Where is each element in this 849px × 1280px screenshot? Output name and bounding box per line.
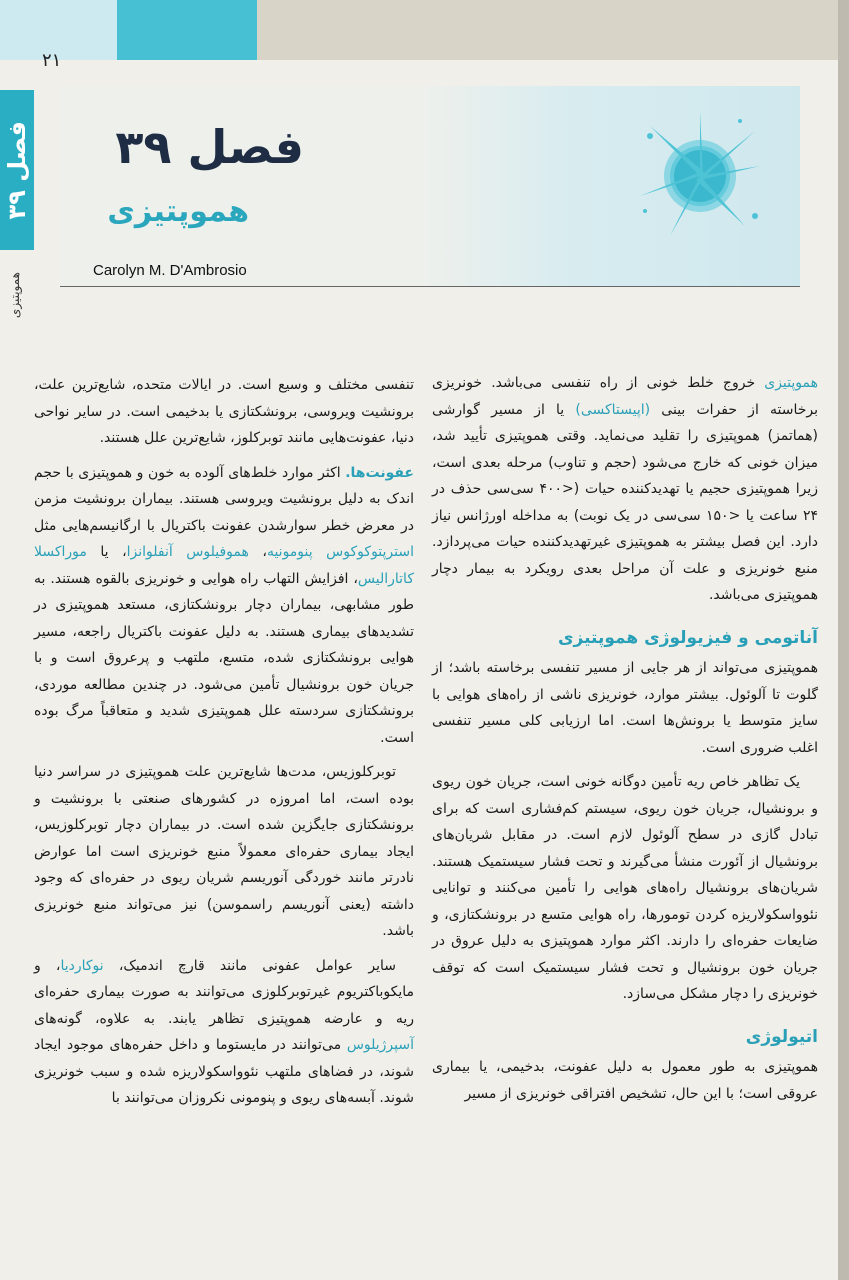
left-column [34, 372, 414, 1120]
page-number: ۲۱ [42, 50, 62, 71]
sep-1: ، [248, 544, 267, 560]
other-infections-text-a: سایر عوامل عفونی مانند قارچ اندمیک، [103, 957, 396, 974]
anatomy-paragraph-1: هموپتیزی می‌تواند از هر جایی از مسیر تنفسی برخاسته باشد؛ از گلوت تا آلوئول. بیشتر موارد، خونریزی ناشی از راه‌های هوایی با سایز متوسط یا برونش‌ها است. اما ارزیابی کلی مسیر تنفسی اغلب ضروری است. [432, 660, 818, 756]
other-infections-text-c: می‌توانند در مایستوما و داخل حفره‌های موجود ایجاد شوند، در فضاهای ملتهب نئوواسکولاریزه شده و سبب خونریزی شوند. آبسه‌های ریوی و پنومونی نکروزان می‌توانند با [34, 1037, 414, 1106]
page-edge [838, 0, 849, 1280]
chapter-title: فصل ۳۹ [115, 120, 304, 174]
term-epistaxis: (اپیستاکسی) [575, 401, 651, 418]
etiology-paragraph-1: هموپتیزی به طور معمول به دلیل عفونت، بدخیمی، یا بیماری عروقی است؛ با این حال، تشخیص افتراقی خونریزی از مسیر [432, 1059, 818, 1102]
intro-text-2: یا از مسیر گوارشی (هماتمز) هموپتیزی را تقلید می‌نماید. وقتی هموپتیزی تأیید شد، میزان خونی که خارج می‌شود (حجم و تناوب) مرحله بعدی است، زیرا هموپتیزی حجیم یا تهدیدکننده حیات (<۴۰۰ سی‌سی حذف در ۲۴ ساعت یا <۱۵۰ سی‌سی در یک نوبت) به مداخله اورژانس نیاز دارد. این فصل بیشتر به هموپتیزی غیرتهدیدکننده حیات می‌پردازد. منبع خونریزی و علت آن مراحل بعدی رویکرد به بیمار دچار هموپتیزی می‌باشد. [432, 401, 818, 603]
continuation-paragraph: تنفسی مختلف و وسیع است. در ایالات متحده، شایع‌ترین علت، برونشیت ویروسی، برونشکتازی یا بدخیمی است. در سایر نواحی دنیا، عفونت‌هایی مانند توبرکلوز، شایع‌ترین علل هستند. [34, 377, 414, 446]
term-haemophilus: هموفیلوس آنفلوانزا [126, 544, 249, 560]
other-infections-paragraph [34, 953, 414, 1112]
tuberculosis-paragraph: توبرکلوزیس، مدت‌ها شایع‌ترین علت هموپتیزی در سراسر دنیا بوده است، اما امروزه در کشورهای صنعتی با برونشیت و برونشکتازی جایگزین شده است. در بیماران دچار توبرکلوزیس، ایجاد بیماری حفره‌ای معمولاً منبع خونریزی است اما عوارض نادرتر مانند خوردگی آنوریسم شریان ریوی در حفره‌ای که وجود داشته (یعنی آنوریسم راسموسن) نیز می‌تواند منبع خونریزی باشد. [34, 764, 414, 939]
blood-splash-graphic [630, 106, 770, 246]
right-column [432, 370, 818, 1115]
intro-paragraph [432, 370, 818, 609]
chapter-subtitle: هموپتیزی [107, 194, 249, 229]
infections-text-a: اکثر موارد خلط‌های آلوده به خون و هموپتیزی با حجم اندک به دلیل برونشیت ویروسی هستند. بیماران برونشیت مزمن در معرض خطر سوارشدن عفونت باکتریال با ارگانیسم‌هایی مثل [34, 464, 414, 534]
term-moraxella: موراکسلا کاتارالیس [34, 544, 414, 587]
term-aspergillus: آسپرژیلوس [346, 1037, 414, 1053]
section-heading-etiology: اتیولوژی [745, 1026, 818, 1047]
spine-chapter-name: هموپتیزی [8, 272, 22, 319]
spine-tab-label: فصل ۳۹ [3, 120, 31, 220]
chapter-header-box [60, 86, 800, 286]
sep-2: ، یا [86, 544, 127, 560]
intro-text-1: خروج خلط خونی از راه تنفسی می‌باشد. خونریزی برخاسته از حفرات بینی [432, 375, 818, 418]
term-nocardia: نوکاردیا [60, 957, 104, 974]
section-heading-anatomy: آناتومی و فیزیولوژی هموپتیزی [557, 627, 818, 648]
chapter-spine-tab [0, 90, 34, 250]
infections-paragraph [34, 460, 414, 752]
term-strep-pneumoniae: استرپتوکوکوس پنومونیه [266, 544, 414, 560]
term-hemoptysis: هموپتیزی [764, 375, 818, 391]
other-infections-text-b: ، و مایکوباکتریوم غیرتوبرکلوزی می‌توانند به صورت بیماری حفره‌ای ریه و عارضه هموپتیزی تظاهر یابند. به علاوه، گونه‌های [34, 957, 414, 1027]
anatomy-paragraph-2: یک تظاهر خاص ریه تأمین دوگانه خونی است، جریان خون ریوی و برونشیال، جریان خون ریوی، سیستم کم‌فشاری است که برای تبادل گازی در سطح آلوئول لازم است. در مقابل شریان‌های برونشیال از آئورت منشأ می‌گیرند و تحت فشار سیستمیک هستند. شریان‌های برونشیال راه‌های هوایی را تأمین می‌کنند و توانایی نئوواسکولاریزه کردن تومورها، راه هوایی متسع در برونشکتازی، و ضایعات حفره‌ای را دارند. اکثر موارد هموپتیزی به دلیل عروق در جریان خون برونشیال و تحت فشار سیستمیک است که توقف خونریزی را دچار مشکل می‌سازد. [432, 774, 818, 1002]
author-name: Carolyn M. D'Ambrosio [93, 262, 247, 279]
infections-text-b: ، افزایش التهاب راه هوایی و خونریزی بالقوه هستند. به طور مشابهی، بیماران دچار برونشکتازی، مستعد هموپتیزی در تشدیدهای بیماری هستند. به دلیل عفونت باکتریال راجعه، مسیر هوایی برونشکتازی شده، متسع، ملتهب و پرعروق است و با جریان خون برونشیال تأمین می‌شود. در چندین مطالعه موردی، برونشکتازی سردسته علل هموپتیزی شدید و متعاقباً مرگ بوده است. [34, 570, 414, 746]
infections-run-in-heading: عفونت‌ها. [345, 464, 414, 481]
header-rule [60, 286, 800, 287]
